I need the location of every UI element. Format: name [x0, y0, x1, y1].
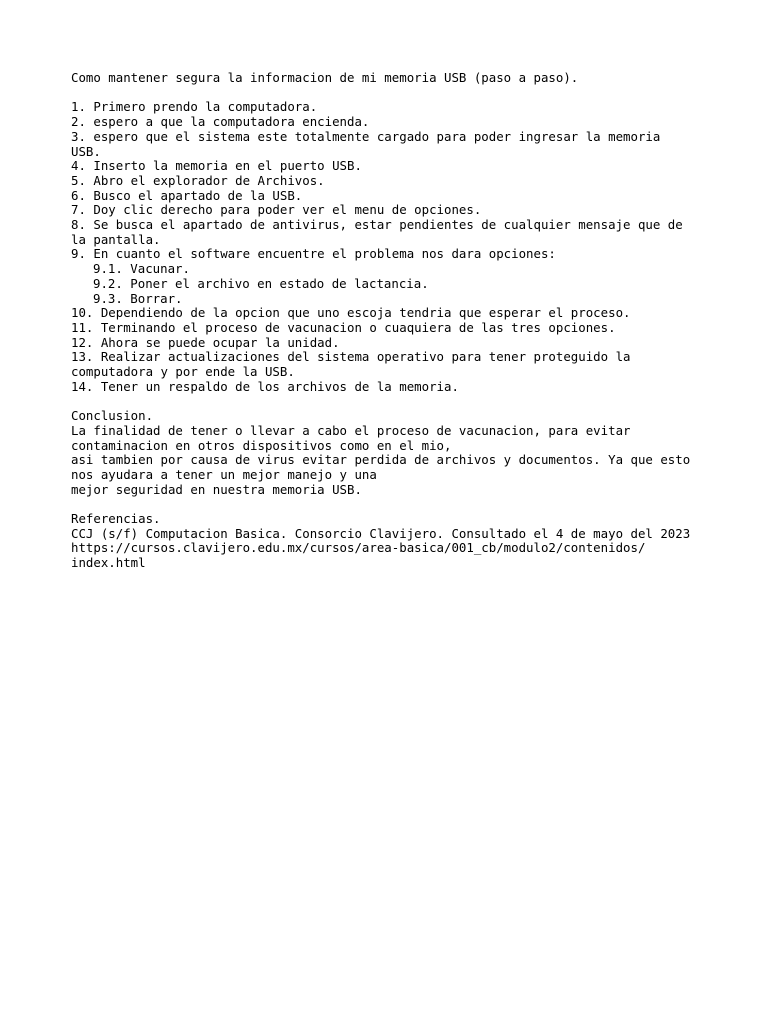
substep-line: 9.3. Borrar.	[93, 290, 183, 306]
step-line: 10. Dependiendo de la opcion que uno escoja tendria que esperar el proceso.	[71, 305, 631, 321]
step-line: 5. Abro el explorador de Archivos.	[71, 172, 325, 188]
step-line: 2. espero a que la computadora encienda.	[71, 114, 370, 130]
step-line: 8. Se busca el apartado de antivirus, estar pendientes de cualquier mensaje que de	[71, 217, 683, 233]
conclusion-line: asi tambien por causa de virus evitar perdida de archivos y documentos. Ya que esto	[71, 452, 691, 468]
step-line: 11. Terminando el proceso de vacunacion o cuaquiera de las tres opciones.	[71, 319, 616, 335]
step-line: 13. Realizar actualizaciones del sistema operativo para tener proteguido la	[71, 349, 631, 365]
reference-line: CCJ (s/f) Computacion Basica. Consorcio Clavijero. Consultado el 4 de mayo del 2023	[71, 525, 691, 541]
step-line: 3. espero que el sistema este totalmente cargado para poder ingresar la memoria	[71, 128, 661, 144]
reference-url[interactable]: https://cursos.clavijero.edu.mx/cursos/area-basica/001_cb/modulo2/contenidos/	[71, 540, 646, 556]
references-section	[71, 512, 711, 571]
step-line: 1. Primero prendo la computadora.	[71, 99, 318, 115]
step-line: 6. Busco el apartado de la USB.	[71, 187, 303, 203]
reference-url[interactable]: index.html	[71, 555, 146, 571]
spacer	[71, 394, 711, 409]
step-line: la pantalla.	[71, 231, 161, 247]
step-line: 7. Doy clic derecho para poder ver el menu de opciones.	[71, 202, 482, 218]
conclusion-line: mejor seguridad en nuestra memoria USB.	[71, 481, 362, 497]
step-line: 12. Ahora se puede ocupar la unidad.	[71, 334, 340, 350]
spacer	[71, 497, 711, 512]
references-heading: Referencias.	[71, 511, 161, 527]
conclusion-line: La finalidad de tener o llevar a cabo el proceso de vacunacion, para evitar	[71, 422, 631, 438]
step-line: USB.	[71, 143, 101, 159]
conclusion-heading: Conclusion.	[71, 408, 154, 424]
conclusion-line: contaminacion en otros dispositivos como en el mio,	[71, 437, 452, 453]
step-line: 14. Tener un respaldo de los archivos de la memoria.	[71, 378, 459, 394]
step-line: computadora y por ende la USB.	[71, 364, 295, 380]
conclusion-line: nos ayudara a tener un mejor manejo y una	[71, 466, 377, 482]
conclusion-section	[71, 409, 711, 497]
document-page	[71, 71, 711, 571]
spacer	[71, 86, 711, 101]
substep-line: 9.1. Vacunar.	[93, 261, 190, 277]
steps-list	[71, 100, 711, 394]
substep-line: 9.2. Poner el archivo en estado de lactancia.	[93, 275, 429, 291]
document-title: Como mantener segura la informacion de mi memoria USB (paso a paso).	[71, 70, 579, 85]
step-line: 9. En cuanto el software encuentre el problema nos dara opciones:	[71, 246, 556, 262]
step-line: 4. Inserto la memoria en el puerto USB.	[71, 158, 362, 174]
